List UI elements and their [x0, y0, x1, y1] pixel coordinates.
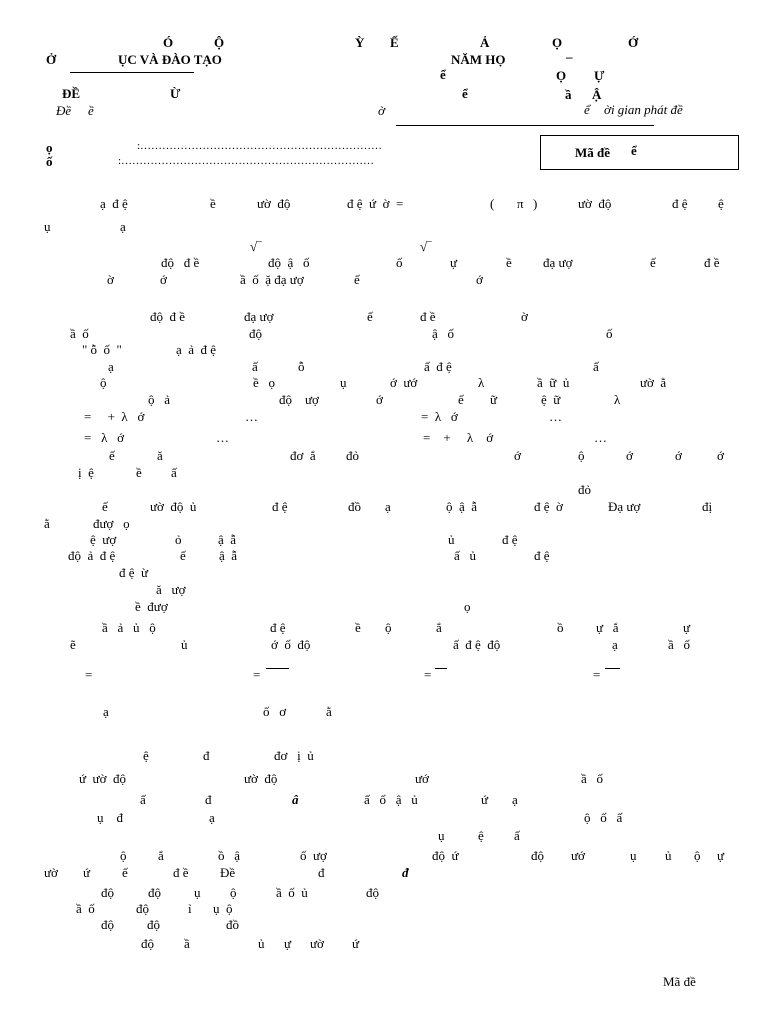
body-text-fragment: ộ ậ ẫ	[446, 499, 478, 514]
body-text-fragment: ạ	[108, 359, 114, 374]
body-text-fragment: = + λ ớ	[84, 409, 145, 424]
student-name-label: ọ	[46, 140, 53, 155]
body-text-fragment: λ	[614, 392, 621, 407]
body-text-fragment: ụ ộ	[213, 901, 233, 916]
body-text-fragment: ầ ố	[581, 771, 604, 786]
body-text-fragment: ứ	[352, 936, 360, 951]
body-text-fragment: độ	[531, 848, 544, 863]
body-text-fragment: ầ ố ặ đạ ượ	[240, 272, 304, 287]
body-text-fragment: ự ắ	[596, 620, 619, 635]
body-text-fragment: ườ	[310, 936, 324, 951]
header-glyph: Ó	[163, 35, 174, 50]
header-glyph: Ế	[390, 35, 399, 50]
header-underline-left	[70, 72, 194, 73]
body-text-fragment: Đề	[220, 865, 236, 880]
body-text-fragment: ầ ố	[70, 326, 89, 341]
header-glyph: Ậ	[592, 87, 602, 102]
header-glyph: –	[566, 49, 573, 64]
body-text-fragment: ườ độ ủ	[150, 499, 197, 514]
header-subtitle-glyph: ờ	[378, 103, 385, 118]
body-text-fragment: ướ	[415, 771, 429, 786]
body-text-fragment: ộ	[694, 848, 701, 863]
body-text-fragment: =	[593, 667, 601, 682]
body-text-fragment: ủ	[665, 848, 672, 863]
header-subtitle-glyph: ời gian phát đề	[604, 102, 683, 117]
body-text-fragment: ụ	[44, 219, 51, 234]
body-text-fragment: ờ	[521, 309, 528, 324]
header-subtitle-glyph: Đề	[56, 103, 72, 118]
body-text-fragment: …	[594, 430, 607, 445]
body-text-fragment: =	[253, 667, 261, 682]
body-text-fragment: ứ	[83, 865, 91, 880]
body-text-fragment: độ	[366, 885, 379, 900]
body-text-fragment: ồ ậ	[218, 848, 241, 863]
body-text-fragment: đạ ượ	[244, 309, 274, 324]
body-text-fragment: đỏ	[578, 482, 591, 497]
body-text-fragment: ủ	[258, 936, 265, 951]
body-text-fragment: đồ	[348, 499, 361, 514]
header-glyph: Ở	[46, 52, 57, 67]
body-text-fragment: đ	[318, 865, 325, 880]
body-text-fragment: π	[517, 196, 524, 211]
body-text-fragment: ầ ố	[76, 901, 95, 916]
body-text-fragment: ế	[458, 392, 464, 407]
body-text-fragment: độ	[101, 917, 114, 932]
body-text-fragment: đ ề	[704, 255, 720, 270]
body-text-fragment: λ	[478, 375, 485, 390]
body-text-fragment: = λ ớ	[84, 430, 125, 445]
body-text-fragment: ạ	[612, 637, 618, 652]
body-text-fragment: độ	[148, 885, 161, 900]
body-text-fragment: độ	[136, 901, 149, 916]
body-text-fragment: (	[490, 196, 495, 211]
body-text-fragment: ọ	[464, 599, 471, 614]
body-text-fragment: Đạ ượ	[608, 499, 641, 514]
body-text-fragment: ữ	[490, 392, 498, 407]
exam-code-box	[540, 135, 739, 170]
body-text-fragment: ớ ố độ	[271, 637, 311, 652]
bold-mark: â	[292, 792, 299, 807]
body-text-fragment: ấ ố ậ ủ	[364, 792, 418, 807]
body-text-fragment: ộ	[578, 448, 585, 463]
body-text-fragment: ầ ố ủ	[276, 885, 308, 900]
body-text-fragment: ằ	[326, 704, 332, 719]
body-text-fragment: …	[245, 409, 258, 424]
body-text-fragment: đượ ọ	[93, 516, 130, 531]
body-text-fragment: ạ	[209, 810, 215, 825]
body-text-fragment: đ	[205, 792, 212, 807]
header-glyph: ể	[462, 86, 468, 101]
body-text-fragment: ụ	[340, 375, 347, 390]
header-underline-right	[396, 125, 654, 126]
body-text-fragment: ậ ố	[432, 326, 455, 341]
body-text-fragment: ạ	[385, 499, 391, 514]
body-text-fragment: ớ	[476, 272, 483, 287]
body-text-fragment: ớ	[626, 448, 633, 463]
body-text-fragment: ộ	[120, 848, 127, 863]
body-text-fragment: độ	[249, 326, 262, 341]
header-glyph: ỤC VÀ ĐÀO TẠO	[118, 52, 222, 67]
body-text-fragment: ụ	[630, 848, 637, 863]
body-text-fragment: ế	[650, 255, 656, 270]
body-text-fragment: ườ độ	[257, 196, 291, 211]
body-text-fragment: đơ ị ủ	[274, 748, 314, 763]
body-text-fragment: ă	[157, 448, 163, 463]
body-text-fragment: ầ ố	[668, 637, 691, 652]
body-text-fragment: ạ ả đ ệ	[176, 342, 217, 357]
body-text-fragment: ướ	[571, 848, 585, 863]
header-glyph: Ự	[594, 68, 605, 83]
body-text-fragment: ố ượ	[300, 848, 327, 863]
body-text-fragment: ầ ữ ủ	[537, 375, 570, 390]
header-glyph: Ừ	[170, 86, 181, 101]
body-text-fragment: đỏ	[346, 448, 359, 463]
body-text-fragment: ớ ướ	[390, 375, 418, 390]
body-text-fragment: ầ	[184, 936, 190, 951]
body-text-fragment: ấ	[593, 359, 599, 374]
body-text-fragment: đ ệ ừ	[119, 565, 149, 580]
body-text-fragment: = λ ớ	[421, 409, 458, 424]
body-text-fragment: ấ đ ệ độ	[453, 637, 501, 652]
body-text-fragment: ớ	[376, 392, 383, 407]
body-text-fragment: ỉ	[188, 901, 192, 916]
body-text-fragment: ấ	[171, 465, 177, 480]
body-text-fragment: ệ	[718, 196, 724, 211]
body-text-fragment: độ	[101, 885, 114, 900]
body-text-fragment: ườ độ	[578, 196, 612, 211]
body-text-fragment: ứ ườ độ	[79, 771, 126, 786]
body-text-fragment: độ đ ề	[150, 309, 186, 324]
body-text-fragment: ề ọ	[253, 375, 276, 390]
body-text-fragment: ộ	[230, 885, 237, 900]
body-text-fragment: độ	[147, 917, 160, 932]
header-glyph: ĐỀ	[62, 86, 81, 101]
body-text-fragment: đ ề	[173, 865, 189, 880]
body-text-fragment: đơ ắ	[290, 448, 316, 463]
body-text-fragment: √‾	[420, 239, 432, 254]
body-text-fragment: đ ệ	[502, 532, 518, 547]
body-text-fragment: đ ệ	[272, 499, 288, 514]
header-glyph: Ọ	[552, 35, 563, 50]
body-text-fragment: ị ệ	[78, 465, 94, 480]
header-subtitle-glyph: ề	[88, 103, 94, 118]
body-text-fragment: ề đượ	[135, 599, 168, 614]
body-text-fragment: ạ	[512, 792, 518, 807]
body-text-fragment: ấ ủ	[454, 548, 477, 563]
bold-mark: đ	[402, 865, 409, 880]
header-glyph: Ọ	[556, 68, 567, 83]
body-text-fragment: ệ	[478, 828, 484, 843]
exam-code-suffix: ể	[631, 143, 637, 158]
header-glyph: Ả	[480, 35, 490, 50]
body-text-fragment: ộ	[385, 620, 392, 635]
body-text-fragment: đị	[702, 499, 713, 514]
student-name-dots[interactable]: :…………………………………………………………	[137, 140, 383, 152]
body-text-fragment: ế	[109, 448, 115, 463]
body-text-fragment: đạ ượ	[543, 255, 573, 270]
body-text-fragment: ủ	[181, 637, 188, 652]
header-glyph: ầ	[565, 87, 572, 102]
body-text-fragment: ớ	[160, 272, 167, 287]
header-glyph: ể	[440, 67, 446, 82]
exam-code-label: Mã đề	[575, 145, 611, 160]
body-text-fragment: đồ	[226, 917, 239, 932]
body-text-fragment: ụ	[194, 885, 201, 900]
body-text-fragment: √‾	[250, 239, 262, 254]
body-text-fragment: ườ ằ	[640, 375, 667, 390]
body-text-fragment: ậ ẫ	[218, 532, 237, 547]
body-text-fragment: độ ả đ ệ	[68, 548, 116, 563]
body-text-fragment: ồ	[557, 620, 564, 635]
body-text-fragment: ề	[355, 620, 361, 635]
header-subtitle-glyph: ể	[584, 102, 590, 117]
body-text-fragment: ế	[367, 309, 373, 324]
body-text-fragment: ấ	[140, 792, 146, 807]
body-text-fragment: ế	[122, 865, 128, 880]
body-text-fragment: ố	[396, 255, 403, 270]
body-text-fragment: ộ ố ấ	[584, 810, 623, 825]
fraction-bar-1	[266, 668, 289, 669]
body-text-fragment: )	[533, 196, 538, 211]
body-text-fragment: =	[85, 667, 93, 682]
body-text-fragment: ề	[506, 255, 512, 270]
body-text-fragment: ẽ	[70, 637, 76, 652]
body-text-fragment: ỗ	[298, 359, 305, 374]
student-id-label: ố	[46, 154, 53, 169]
body-text-fragment: độ đ ề	[161, 255, 200, 270]
body-text-fragment: ớ	[717, 448, 724, 463]
body-text-fragment: ầ ả ủ ộ	[102, 620, 156, 635]
body-text-fragment: …	[549, 409, 562, 424]
body-text-fragment: độ ượ	[279, 392, 319, 407]
body-text-fragment: ấ	[514, 828, 520, 843]
fraction-bar-2	[435, 668, 447, 669]
body-text-fragment: đ ệ ứ ờ =	[347, 196, 404, 211]
body-text-fragment: ụ đ	[97, 810, 123, 825]
body-text-fragment: ạ đ ệ	[100, 196, 128, 211]
body-text-fragment: đ ệ ờ	[534, 499, 563, 514]
body-text-fragment: ằ	[44, 516, 50, 531]
body-text-fragment: ố ơ	[263, 704, 287, 719]
body-text-fragment: ộ ả	[148, 392, 171, 407]
body-text-fragment: ỏ	[175, 532, 182, 547]
footer-exam-code: Mã đề	[663, 974, 696, 989]
body-text-fragment: độ ứ	[432, 848, 459, 863]
body-text-fragment: ố	[606, 326, 613, 341]
body-text-fragment: ế	[354, 272, 360, 287]
body-text-fragment: ề	[136, 465, 142, 480]
body-text-fragment: ệ ữ	[541, 392, 561, 407]
body-text-fragment: ườ độ	[244, 771, 278, 786]
body-text-fragment: ự	[683, 620, 691, 635]
body-text-fragment: ụ	[438, 828, 445, 843]
body-text-fragment: ề	[210, 196, 216, 211]
body-text-fragment: độ	[141, 936, 154, 951]
student-id-dots[interactable]: :……………………………………………………………	[118, 155, 375, 167]
body-text-fragment: ủ	[448, 532, 455, 547]
body-text-fragment: ấ đ ệ	[424, 359, 452, 374]
body-text-fragment: ự	[284, 936, 292, 951]
body-text-fragment: ạ	[120, 219, 126, 234]
body-text-fragment: đ	[203, 748, 210, 763]
body-text-fragment: ắ	[158, 848, 164, 863]
body-text-fragment: ệ ượ	[90, 532, 117, 547]
body-text-fragment: …	[216, 430, 229, 445]
body-text-fragment: = + λ ớ	[423, 430, 494, 445]
body-text-fragment: ớ	[675, 448, 682, 463]
body-text-fragment: ế	[180, 548, 186, 563]
header-glyph: Ớ	[628, 35, 639, 50]
header-glyph: NĂM HỌ	[451, 52, 506, 67]
body-text-fragment: độ ậ ố	[268, 255, 310, 270]
body-text-fragment: ậ ẫ	[219, 548, 238, 563]
body-text-fragment: ă ượ	[156, 582, 186, 597]
body-text-fragment: ờ	[107, 272, 114, 287]
body-text-fragment: ạ	[103, 704, 109, 719]
body-text-fragment: ắ	[436, 620, 442, 635]
body-text-fragment: ấ	[252, 359, 258, 374]
body-text-fragment: ự	[450, 255, 458, 270]
body-text-fragment: đ ệ	[672, 196, 688, 211]
body-text-fragment: ườ	[44, 865, 58, 880]
body-text-fragment: =	[424, 667, 432, 682]
body-text-fragment: ự	[717, 848, 725, 863]
body-text-fragment: ứ	[481, 792, 489, 807]
body-text-fragment: ế	[102, 499, 108, 514]
body-text-fragment: ộ	[100, 375, 107, 390]
header-glyph: Ộ	[214, 35, 225, 50]
body-text-fragment: đ ệ	[270, 620, 286, 635]
body-text-fragment: ệ	[143, 748, 149, 763]
header-glyph: Ỳ	[355, 35, 365, 50]
fraction-bar-3	[605, 668, 620, 669]
body-text-fragment: ớ	[514, 448, 521, 463]
body-text-fragment: " ỗ ố "	[82, 342, 122, 357]
body-text-fragment: đ ệ	[534, 548, 550, 563]
body-text-fragment: đ ề	[420, 309, 436, 324]
